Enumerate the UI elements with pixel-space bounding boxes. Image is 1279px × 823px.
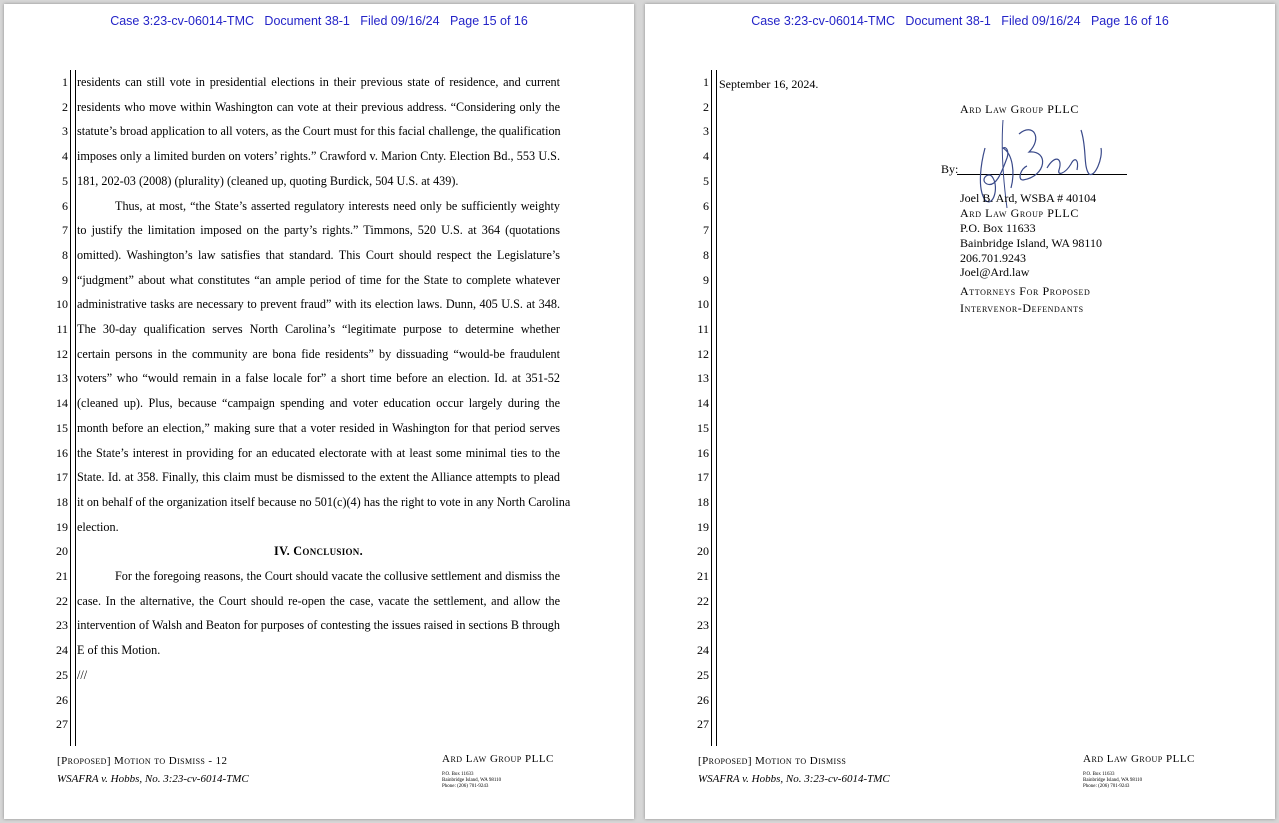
page-header: Case 3:23-cv-06014-TMC Document 38-1 Filed 09/16/24 Page 16 of 16 xyxy=(751,14,1169,28)
text-line: The 30-day qualification serves North Carolina’s “legitimate purpose to determine whether xyxy=(77,322,560,336)
line-number: 10 xyxy=(697,297,709,312)
line-number: 19 xyxy=(56,519,68,534)
text-line: administrative tasks are necessary to prevent fraud” with its election laws. Dunn, 405 U.S. at 348. xyxy=(77,297,560,312)
line-number: 11 xyxy=(56,322,68,336)
footer-firm-block xyxy=(1083,752,1223,790)
line-number: 13 xyxy=(56,371,68,386)
footer-caption xyxy=(57,752,249,788)
footer-address-line: Bainbridge Island, WA 98110 xyxy=(442,778,502,783)
margin-rule-lines xyxy=(70,70,76,746)
line-number: 16 xyxy=(56,445,68,460)
signer-name: Joel B. Ard, WSBA # 40104 xyxy=(960,191,1097,205)
margin-rule-lines xyxy=(711,70,717,746)
line-number: 15 xyxy=(697,420,709,435)
text-line xyxy=(77,693,560,718)
line-number: 5 xyxy=(703,173,709,188)
line-number: 26 xyxy=(56,692,68,707)
page-header: Case 3:23-cv-06014-TMC Document 38-1 Filed 09/16/24 Page 15 of 16 xyxy=(110,14,528,28)
line-number: 1 xyxy=(703,75,709,89)
line-number: 24 xyxy=(56,643,68,658)
line-number: 22 xyxy=(56,593,68,608)
footer-title: [Proposed] Motion to Dismiss xyxy=(698,755,847,767)
line-number: 17 xyxy=(697,470,709,485)
text-line: For the foregoing reasons, the Court should vacate the collusive settlement and dismiss the xyxy=(115,569,560,583)
text-line: “judgment” about what constitutes “an ample period of time for the State to complete whatever xyxy=(77,272,560,287)
text-line: omitted). Washington’s law satisfies that standard. This Court should respect the Legislature’s xyxy=(77,247,560,262)
signer-po-box: P.O. Box 11633 xyxy=(960,221,1036,235)
text-line: 181, 202-03 (2008) (plurality) (cleaned up, quoting Burdick, 504 U.S. at 439). xyxy=(77,173,459,188)
text-line: E of this Motion. xyxy=(77,643,161,658)
line-number: 7 xyxy=(62,223,68,238)
line-number: 22 xyxy=(697,593,709,608)
text-line: residents can still vote in presidential elections in their previous state of residence, and current xyxy=(77,75,560,89)
signer-firm: Ard Law Group PLLC xyxy=(960,206,1079,220)
text-line: it on behalf of the organization itself because no 501(c)(4) has the right to vote in any North Carolina xyxy=(77,494,571,509)
footer-firm-block xyxy=(442,752,582,790)
line-number: 21 xyxy=(56,569,68,583)
signer-phone: 206.701.9243 xyxy=(960,251,1026,265)
line-number: 6 xyxy=(62,198,68,213)
signature-firm-heading: Ard Law Group PLLC xyxy=(960,102,1079,116)
line-number: 7 xyxy=(703,223,709,238)
line-number: 9 xyxy=(62,272,68,287)
line-number: 14 xyxy=(697,396,709,411)
line-number: 26 xyxy=(697,692,709,707)
line-number: 20 xyxy=(56,544,68,559)
line-number: 19 xyxy=(697,519,709,534)
text-line: /// xyxy=(77,667,88,682)
text-line: certain persons in the community are bona fide residents” by dissuading “would-be fraudulent xyxy=(77,346,560,361)
line-number: 8 xyxy=(703,247,709,262)
footer-title: [Proposed] Motion to Dismiss - 12 xyxy=(57,755,228,767)
text-line: intervention of Walsh and Beaton for purposes of contesting the issues raised in sections B through xyxy=(77,618,560,633)
line-number: 1 xyxy=(62,75,68,89)
footer-address-line: Bainbridge Island, WA 98110 xyxy=(1083,778,1143,783)
line-number: 11 xyxy=(697,322,709,336)
line-number: 13 xyxy=(697,371,709,386)
line-number: 9 xyxy=(703,272,709,287)
signer-role-line-1: Attorneys For Proposed xyxy=(960,284,1091,298)
line-number: 8 xyxy=(62,247,68,262)
line-number: 21 xyxy=(697,569,709,583)
line-number: 4 xyxy=(703,149,709,164)
line-number: 3 xyxy=(62,124,68,139)
line-number: 6 xyxy=(703,198,709,213)
footer-address-line: P.O. Box 11633 xyxy=(1083,772,1115,777)
line-number: 2 xyxy=(62,99,68,114)
signer-city: Bainbridge Island, WA 98110 xyxy=(960,236,1102,250)
line-number: 17 xyxy=(56,470,68,485)
line-number: 3 xyxy=(703,124,709,139)
line-number: 5 xyxy=(62,173,68,188)
by-label: By: xyxy=(941,162,959,176)
text-line: Thus, at most, “the State’s asserted regulatory interests need only be sufficiently weighty xyxy=(115,198,560,213)
line-number: 18 xyxy=(697,494,709,509)
line-number: 23 xyxy=(56,618,68,633)
line-number: 12 xyxy=(56,346,68,361)
text-line: imposes only a limited burden on voters’ rights.” Crawford v. Marion Cnty. Election Bd., 553 U.S. xyxy=(77,149,560,164)
footer-address-line: P.O. Box 11633 xyxy=(442,772,474,777)
line-number: 14 xyxy=(56,396,68,411)
line-number: 12 xyxy=(697,346,709,361)
line-number: 15 xyxy=(56,420,68,435)
footer-firm-name: Ard Law Group PLLC xyxy=(442,753,554,765)
document-page-16 xyxy=(645,4,1275,819)
footer-firm-name: Ard Law Group PLLC xyxy=(1083,753,1195,765)
text-line: (cleaned up). Plus, because “campaign spending and voter education occur largely during the xyxy=(77,396,560,411)
text-line: State. Id. at 358. Finally, this claim must be dismissed to the extent the Alliance attempts to plead xyxy=(77,470,560,485)
line-number: 16 xyxy=(697,445,709,460)
line-number: 4 xyxy=(62,149,68,164)
line-number: 25 xyxy=(56,667,68,682)
footer-caption xyxy=(698,752,890,788)
footer-address-line: Phone: (206) 701-9243 xyxy=(442,784,489,789)
line-number: 24 xyxy=(697,643,709,658)
text-line: voters” who “would remain in a false locale for” a short time before an election. Id. at 351-52 xyxy=(77,371,560,386)
line-number: 23 xyxy=(697,618,709,633)
section-heading: IV. Conclusion. xyxy=(274,544,363,559)
footer-address-line: Phone: (206) 701-9243 xyxy=(1083,784,1130,789)
text-line: residents who move within Washington can vote at their previous address. “Considering only the xyxy=(77,99,560,114)
text-line: to justify the limitation imposed on the party’s rights.” Timmons, 520 U.S. at 364 (quotations xyxy=(77,223,560,238)
line-number: 18 xyxy=(56,494,68,509)
text-line: the State’s interest in providing for an educated electorate with at least some minimal ties to the xyxy=(77,445,560,460)
line-number: 2 xyxy=(703,99,709,114)
text-line xyxy=(77,717,560,742)
document-page-15 xyxy=(4,4,634,819)
date-line: September 16, 2024. xyxy=(719,77,819,91)
signer-role-line-2: Intervenor-Defendants xyxy=(960,301,1084,315)
line-number: 27 xyxy=(56,717,68,732)
footer-case-caption: WSAFRA v. Hobbs, No. 3:23-cv-6014-TMC xyxy=(698,773,890,785)
line-number: 25 xyxy=(697,667,709,682)
line-number: 20 xyxy=(697,544,709,559)
text-line: statute’s broad application to all voters, as the Court must for this facial challenge, the qualification xyxy=(77,124,561,139)
line-number: 10 xyxy=(56,297,68,312)
text-line: case. In the alternative, the Court should re-open the case, vacate the settlement, and allow the xyxy=(77,593,560,608)
signer-email: Joel@Ard.law xyxy=(960,265,1030,279)
footer-case-caption: WSAFRA v. Hobbs, No. 3:23-cv-6014-TMC xyxy=(57,773,249,785)
text-line: election. xyxy=(77,519,119,534)
line-number: 27 xyxy=(697,717,709,732)
text-line: month before an election,” making sure that a voter resided in Washington for that period serves xyxy=(77,420,560,435)
